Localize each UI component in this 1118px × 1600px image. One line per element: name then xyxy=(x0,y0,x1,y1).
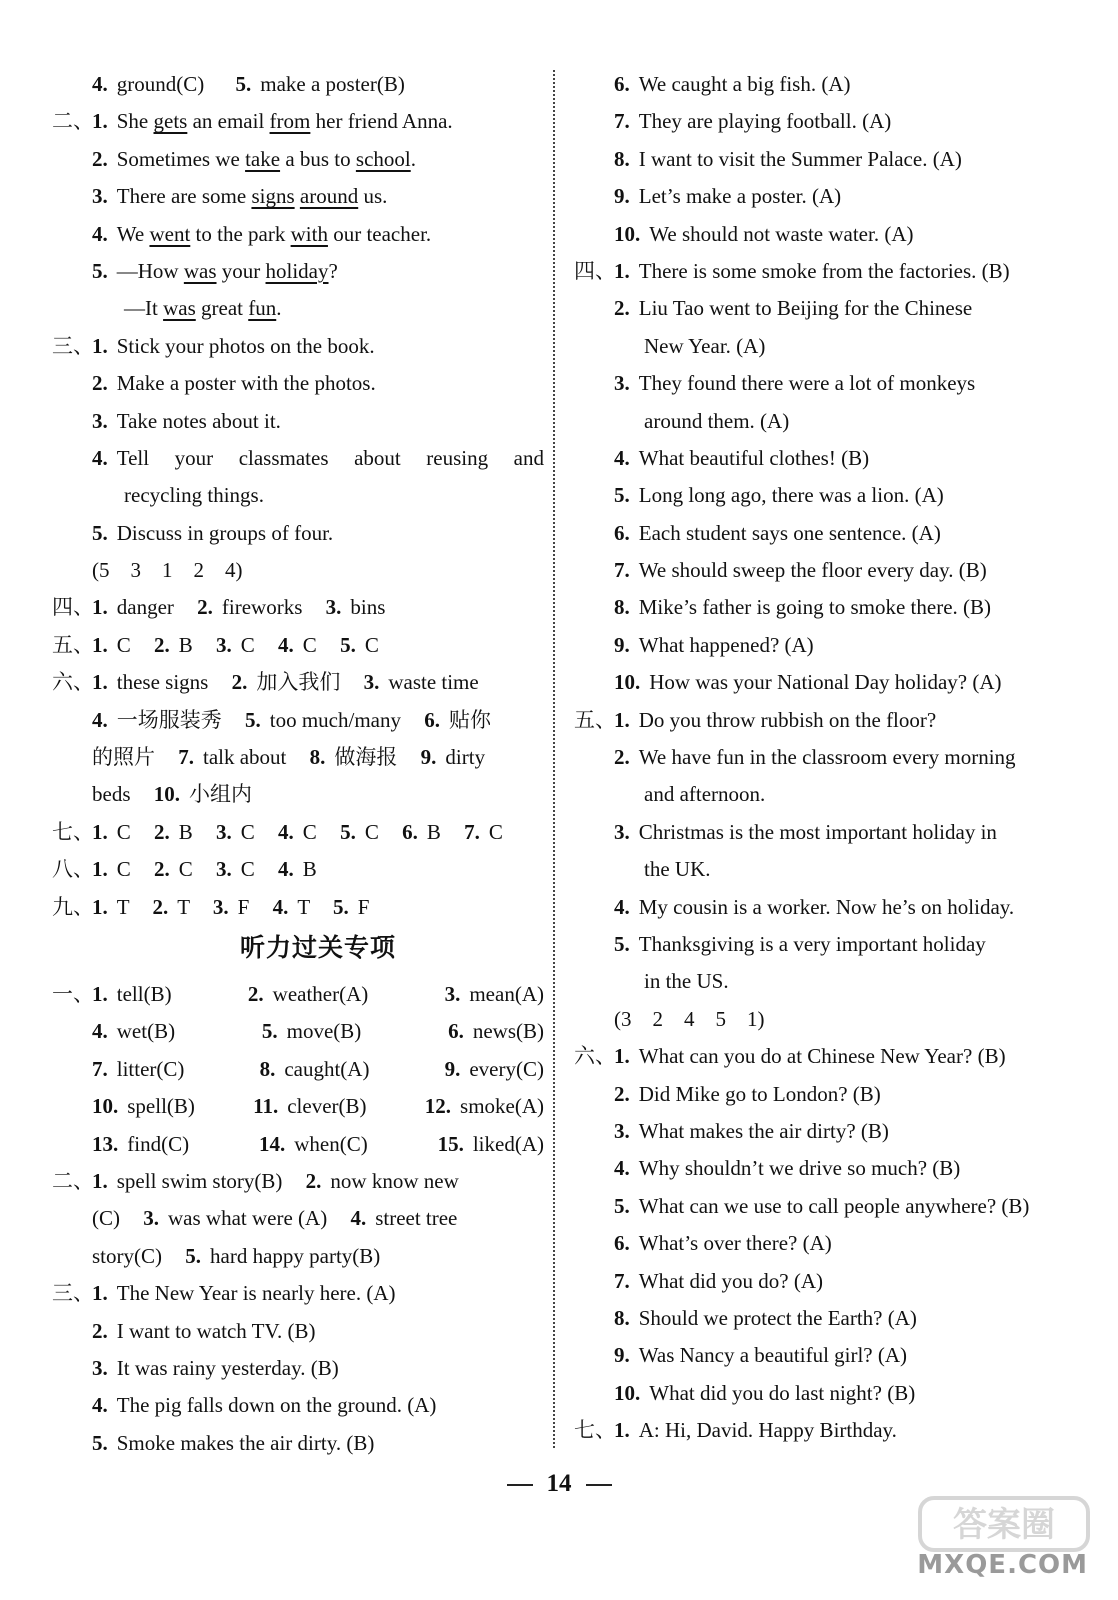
answer-line: 3. Christmas is the most important holiday in xyxy=(614,819,997,844)
section-number: 三、 xyxy=(52,333,94,358)
answer-line: 7. litter(C) 8. caught(A) 9. every(C) xyxy=(92,1056,544,1081)
section-number: 四、 xyxy=(574,258,616,283)
answer-line: 13. find(C) 14. when(C) 15. liked(A) xyxy=(92,1131,544,1156)
answer-line: 七、1. A: Hi, David. Happy Birthday. xyxy=(574,1412,1066,1449)
section-number: 二、 xyxy=(52,109,94,134)
answer-line: 九、1. T 2. T 3. F 4. T 5. F xyxy=(52,889,544,926)
answer-line: 五、1. C 2. B 3. C 4. C 5. C xyxy=(52,627,544,664)
answer-line: 的照片 7. talk about 8. 做海报 9. dirty xyxy=(92,745,486,770)
section-number: 五、 xyxy=(574,707,616,732)
answer-line: 8. Mike’s father is going to smoke there. (B) xyxy=(614,595,992,620)
answer-line: 10. We should not waste water. (A) xyxy=(614,221,914,246)
answer-line: 2. Make a poster with the photos. xyxy=(92,371,376,396)
answer-line: 9. Let’s make a poster. (A) xyxy=(614,184,842,209)
section-number: 九、 xyxy=(52,894,94,919)
answer-line: 2. Did Mike go to London? (B) xyxy=(614,1081,881,1106)
column-divider xyxy=(553,70,555,1448)
right-column xyxy=(574,66,1066,1449)
answer-line: 4. What beautiful clothes! (B) xyxy=(614,445,870,470)
answer-line: 6. Each student says one sentence. (A) xyxy=(614,520,941,545)
answer-line: 2. Sometimes we take a bus to school. xyxy=(92,146,416,171)
answer-line: 5. Discuss in groups of four. xyxy=(92,520,334,545)
answer-line: 10. What did you do last night? (B) xyxy=(614,1380,916,1405)
answer-line: (C) 3. was what were (A) 4. street tree xyxy=(92,1206,458,1231)
answer-line: 6. We caught a big fish. (A) xyxy=(614,72,851,96)
answer-line: 7. We should sweep the floor every day. (B) xyxy=(614,558,987,583)
watermark-logo-text: 答案圈 xyxy=(953,1505,1055,1545)
answer-line: the UK. xyxy=(644,857,711,882)
answer-line: 4. wet(B) 5. move(B) 6. news(B) xyxy=(92,1019,544,1044)
section-number: 二、 xyxy=(52,1168,94,1193)
section-number: 三、 xyxy=(52,1281,94,1306)
answer-line: 7. What did you do? (A) xyxy=(614,1268,824,1293)
answer-line: 四、1. There is some smoke from the factories. (B) xyxy=(574,253,1066,290)
answer-line: 六、1. What can you do at Chinese New Year? (B) xyxy=(574,1038,1066,1075)
answer-line: 5. Long long ago, there was a lion. (A) xyxy=(614,483,944,508)
answer-line: 4. 一场服装秀 5. too much/many 6. 贴你 xyxy=(92,707,491,732)
answer-line: 6. What’s over there? (A) xyxy=(614,1231,832,1256)
answer-line: 四、1. danger 2. fireworks 3. bins xyxy=(52,589,544,626)
answer-line: around them. (A) xyxy=(644,408,790,433)
answer-line: 5. —How was your holiday? xyxy=(92,258,338,283)
answer-line: 二、1. spell swim story(B) 2. now know new xyxy=(52,1163,544,1200)
answer-line: 二、1. She gets an email from her friend Anna. xyxy=(52,103,544,140)
answer-line: 3. Take notes about it. xyxy=(92,408,281,433)
left-column xyxy=(52,66,544,1462)
answer-line: 4. We went to the park with our teacher. xyxy=(92,221,432,246)
answer-line: 2. Liu Tao went to Beijing for the Chinese xyxy=(614,296,973,321)
dash-right xyxy=(586,1484,612,1486)
watermark-site: MXQE.COM xyxy=(917,1550,1088,1580)
answer-line: in the US. xyxy=(644,969,729,994)
section-number: 六、 xyxy=(52,670,94,695)
dash-left xyxy=(507,1484,533,1486)
answer-line: 3. It was rainy yesterday. (B) xyxy=(92,1355,339,1380)
section-heading: 听力过关专项 xyxy=(239,932,396,962)
answer-line: 8. Should we protect the Earth? (A) xyxy=(614,1305,917,1330)
section-number: 七、 xyxy=(52,819,94,844)
answer-line: 2. We have fun in the classroom every morning xyxy=(614,745,1016,770)
answer-line: 三、1. Stick your photos on the book. xyxy=(52,328,544,365)
answer-line: 9. Was Nancy a beautiful girl? (A) xyxy=(614,1343,908,1368)
section-number: 五、 xyxy=(52,632,94,657)
answer-line: 5. Thanksgiving is a very important holiday xyxy=(614,931,986,956)
answer-line: New Year. (A) xyxy=(644,333,766,358)
answer-line: recycling things. xyxy=(124,483,264,508)
answer-line: 5. What can we use to call people anywhere? (B) xyxy=(614,1193,1030,1218)
answer-line: 3. There are some signs around us. xyxy=(92,184,388,209)
answer-line: 2. I want to watch TV. (B) xyxy=(92,1318,316,1343)
answer-line: (5 3 1 2 4) xyxy=(92,558,243,583)
answer-line: 4. My cousin is a worker. Now he’s on holiday. xyxy=(614,894,1015,919)
answer-line: 5. Smoke makes the air dirty. (B) xyxy=(92,1430,375,1455)
answer-line: 五、1. Do you throw rubbish on the floor? xyxy=(574,702,1066,739)
section-number: 八、 xyxy=(52,857,94,882)
answer-line: 一、1. tell(B) 2. weather(A) 3. mean(A) xyxy=(52,976,544,1013)
answer-line: 10. spell(B) 11. clever(B) 12. smoke(A) xyxy=(92,1094,544,1119)
section-number: 四、 xyxy=(52,595,94,620)
answer-line: story(C) 5. hard happy party(B) xyxy=(92,1243,381,1268)
section-number: 六、 xyxy=(574,1044,616,1069)
answer-line: beds 10. 小组内 xyxy=(92,782,252,807)
answer-line: 4. Tell your classmates about reusing and xyxy=(92,445,544,470)
answer-line: 3. What makes the air dirty? (B) xyxy=(614,1118,889,1143)
answer-line: 六、1. these signs 2. 加入我们 3. waste time xyxy=(52,664,544,701)
answer-line: 三、1. The New Year is nearly here. (A) xyxy=(52,1275,544,1312)
page-number: 14 xyxy=(0,1470,1118,1498)
answer-line: 七、1. C 2. B 3. C 4. C 5. C 6. B 7. C xyxy=(52,814,544,851)
answer-line: 4. ground(C) 5. make a poster(B) xyxy=(92,72,405,96)
section-number: 七、 xyxy=(574,1418,616,1443)
answer-line: 8. I want to visit the Summer Palace. (A) xyxy=(614,146,962,171)
answer-line: 10. How was your National Day holiday? (A) xyxy=(614,670,1002,695)
answer-line: 八、1. C 2. C 3. C 4. B xyxy=(52,851,544,888)
answer-line: and afternoon. xyxy=(644,782,766,807)
answer-line: —It was great fun. xyxy=(124,296,282,321)
answer-line: 9. What happened? (A) xyxy=(614,632,814,657)
answer-line: 7. They are playing football. (A) xyxy=(614,109,892,134)
answer-line: 3. They found there were a lot of monkeys xyxy=(614,371,976,396)
answer-line: (3 2 4 5 1) xyxy=(614,1006,765,1031)
answer-line: 4. Why shouldn’t we drive so much? (B) xyxy=(614,1156,961,1181)
section-number: 一、 xyxy=(52,981,94,1006)
answer-line: 4. The pig falls down on the ground. (A) xyxy=(92,1393,437,1418)
